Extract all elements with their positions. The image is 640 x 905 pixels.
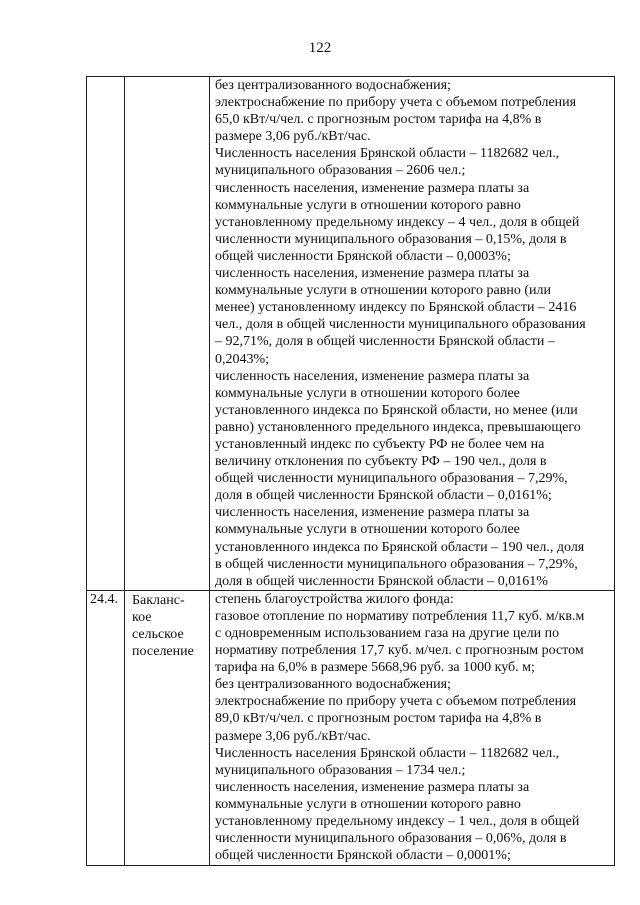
text-line: 65,0 кВт/ч/чел. с прогнозным ростом тарифа на 4,8% в xyxy=(215,112,542,128)
text-line: общей численности Брянской области – 0,0003%; xyxy=(215,248,511,264)
text-line: установленный индекс по субъекту РФ не более чем на xyxy=(215,436,545,452)
text-line: размере 3,06 руб./кВт/час. xyxy=(215,129,371,145)
text-line: 0,2043%; xyxy=(215,351,270,367)
text-line: муниципального образования – 2606 чел.; xyxy=(215,163,466,179)
text-line: численность населения, изменение размера платы за xyxy=(215,779,530,795)
text-line: общей численности Брянской области – 0,0001%; xyxy=(215,848,511,864)
text-line: – 92,71%, доля в общей численности Брянской области – xyxy=(215,334,555,350)
text-line: электроснабжение по прибору учета с объемом потребления xyxy=(215,694,577,710)
table-row xyxy=(87,77,615,591)
text-line: численности муниципального образования – 0,15%, доля в xyxy=(215,231,567,247)
text-line: газовое отопление по нормативу потребления 11,7 куб. м/кв.м xyxy=(215,608,585,624)
text-line: электроснабжение по прибору учета с объемом потребления xyxy=(215,95,577,111)
page-number: 122 xyxy=(308,40,332,56)
text-line: численность населения, изменение размера платы за xyxy=(215,180,530,196)
text-line: размере 3,06 руб./кВт/час. xyxy=(215,728,371,744)
text-line: коммунальные услуги в отношении которого равно xyxy=(215,197,521,213)
text-line: муниципального образования – 1734 чел.; xyxy=(215,762,466,778)
text-line: степень благоустройства жилого фонда: xyxy=(215,591,454,607)
text-line: доля в общей численности Брянской области – 0,0161% xyxy=(215,573,548,589)
municipality-line: кое xyxy=(132,609,152,625)
municipality-cell xyxy=(125,590,210,866)
text-line: доля в общей численности Брянской области – 0,0161%; xyxy=(215,488,552,504)
row-number-cell xyxy=(87,77,125,591)
text-line: величину отклонения по субъекту РФ – 190 чел., доля в xyxy=(215,454,547,470)
text-line: численность населения, изменение размера платы за xyxy=(215,266,530,282)
text-line: с одновременным использованием газа на другие цели по xyxy=(215,626,560,641)
text-line: чел., доля в общей численности муниципального образования xyxy=(215,317,586,333)
text-line: менее) установленному индексу по Брянской области – 2416 xyxy=(215,300,577,316)
municipality-cell xyxy=(125,77,210,591)
text-line: установленному предельному индексу – 1 чел., доля в общей xyxy=(215,814,580,830)
text-line: без централизованного водоснабжения; xyxy=(215,78,451,93)
text-line: коммунальные услуги в отношении которого более xyxy=(215,522,520,538)
municipality-line: поселение xyxy=(132,644,194,660)
text-line: Численность населения Брянской области – 1182682 чел., xyxy=(215,146,560,162)
text-line: численность населения, изменение размера платы за xyxy=(215,368,530,384)
text-line: коммунальные услуги в отношении которого равно (или xyxy=(215,283,551,299)
table-row xyxy=(87,590,615,866)
text-line: нормативу потребления 17,7 куб. м/чел. с прогнозным ростом xyxy=(215,643,584,659)
indicators-cell xyxy=(210,77,615,591)
text-line: Численность населения Брянской области – 1182682 чел., xyxy=(215,745,560,761)
text-line: численность населения, изменение размера платы за xyxy=(215,505,530,521)
text-line: 89,0 кВт/ч/чел. с прогнозным ростом тарифа на 4,8% в xyxy=(215,711,542,727)
text-line: коммунальные услуги в отношении которого более xyxy=(215,385,520,401)
text-line: установленного индекса по Брянской области, но менее (или xyxy=(215,402,578,418)
text-line: установленному предельному индексу – 4 чел., доля в общей xyxy=(215,214,580,230)
text-line: численности муниципального образования – 0,06%, доля в xyxy=(215,831,567,847)
document-table xyxy=(86,76,615,866)
text-line: установленного индекса по Брянской области – 190 чел., доля xyxy=(215,539,585,555)
text-line: без централизованного водоснабжения; xyxy=(215,677,451,693)
text-line: в общей численности муниципального образования – 7,29%, xyxy=(215,556,578,572)
row-number-cell: 24.4. xyxy=(87,590,125,866)
text-line: тарифа на 6,0% в размере 5668,96 руб. за 1000 куб. м; xyxy=(215,660,535,676)
text-line: общей численности муниципального образования – 7,29%, xyxy=(215,471,568,487)
municipality-line: сельское xyxy=(132,627,184,642)
indicators-cell xyxy=(210,590,615,866)
text-line: равно) установленного предельного индекса, превышающего xyxy=(215,419,581,435)
text-line: коммунальные услуги в отношении которого равно xyxy=(215,796,521,812)
municipality-line: Бакланс- xyxy=(132,592,185,608)
